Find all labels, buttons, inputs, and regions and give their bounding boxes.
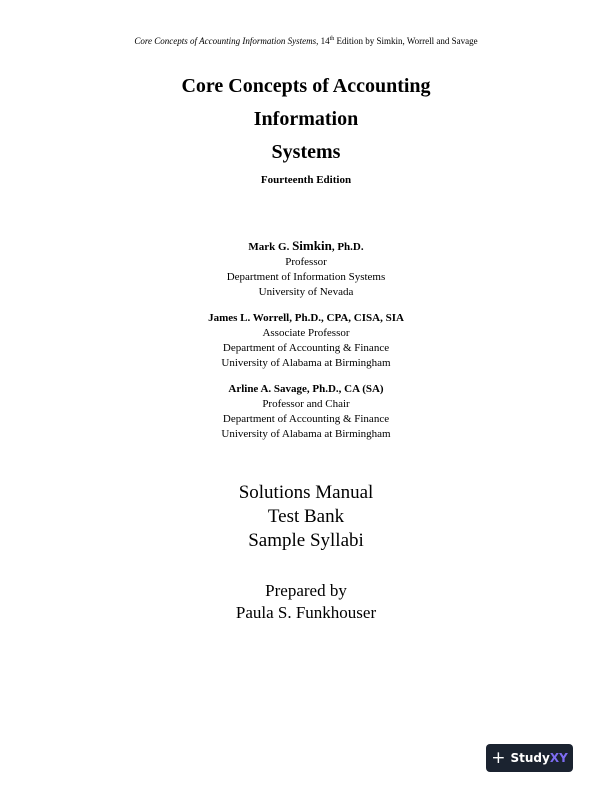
header-edition-number: 14 xyxy=(320,36,330,46)
book-title-line-1: Core Concepts of Accounting xyxy=(181,75,431,97)
header-separator: , xyxy=(316,36,321,46)
included-materials xyxy=(0,481,612,553)
author-title: Professor and Chair xyxy=(262,398,350,410)
product-sample-syllabi: Sample Syllabi xyxy=(248,530,364,551)
author-last-name: Simkin xyxy=(292,238,332,253)
author-department: Department of Accounting & Finance xyxy=(222,413,390,425)
author-university: University of Nevada xyxy=(258,286,354,298)
author-university: University of Alabama at Birmingham xyxy=(221,428,391,440)
book-title-block xyxy=(0,70,612,188)
author-simkin xyxy=(0,238,612,300)
author-department: Department of Information Systems xyxy=(226,271,386,283)
author-first-name: Mark G. xyxy=(248,241,293,253)
studyxy-badge[interactable] xyxy=(486,744,573,772)
author-savage xyxy=(0,382,612,442)
preparer-name: Paula S. Funkhouser xyxy=(235,603,377,622)
author-university: University of Alabama at Birmingham xyxy=(221,357,391,369)
prepared-by-block xyxy=(0,580,612,624)
header-book-title: Core Concepts of Accounting Information Systems xyxy=(134,36,317,46)
book-title-line-2: Information xyxy=(253,108,359,130)
author-name: James L. Worrell, Ph.D., CPA, CISA, SIA xyxy=(208,312,404,324)
product-solutions-manual: Solutions Manual xyxy=(238,482,374,503)
author-title: Associate Professor xyxy=(262,327,350,339)
prepared-by-label: Prepared by xyxy=(265,581,347,600)
author-suffix: , Ph.D. xyxy=(331,241,364,253)
author-title: Professor xyxy=(285,256,327,268)
product-test-bank: Test Bank xyxy=(267,506,345,527)
badge-text-main: Study xyxy=(510,751,550,765)
author-worrell xyxy=(0,311,612,371)
header-edition-authors: Edition by Simkin, Worrell and Savage xyxy=(334,36,478,46)
book-title-line-3: Systems xyxy=(271,141,341,163)
running-header xyxy=(0,35,612,47)
author-name xyxy=(0,238,612,255)
plus-icon: + xyxy=(491,747,506,768)
edition-label: Fourteenth Edition xyxy=(260,174,352,186)
badge-text-accent: XY xyxy=(549,751,568,765)
author-name: Arline A. Savage, Ph.D., CA (SA) xyxy=(228,383,384,395)
author-department: Department of Accounting & Finance xyxy=(222,342,390,354)
authors-list xyxy=(0,238,612,453)
header-edition-superscript: th xyxy=(329,36,335,42)
